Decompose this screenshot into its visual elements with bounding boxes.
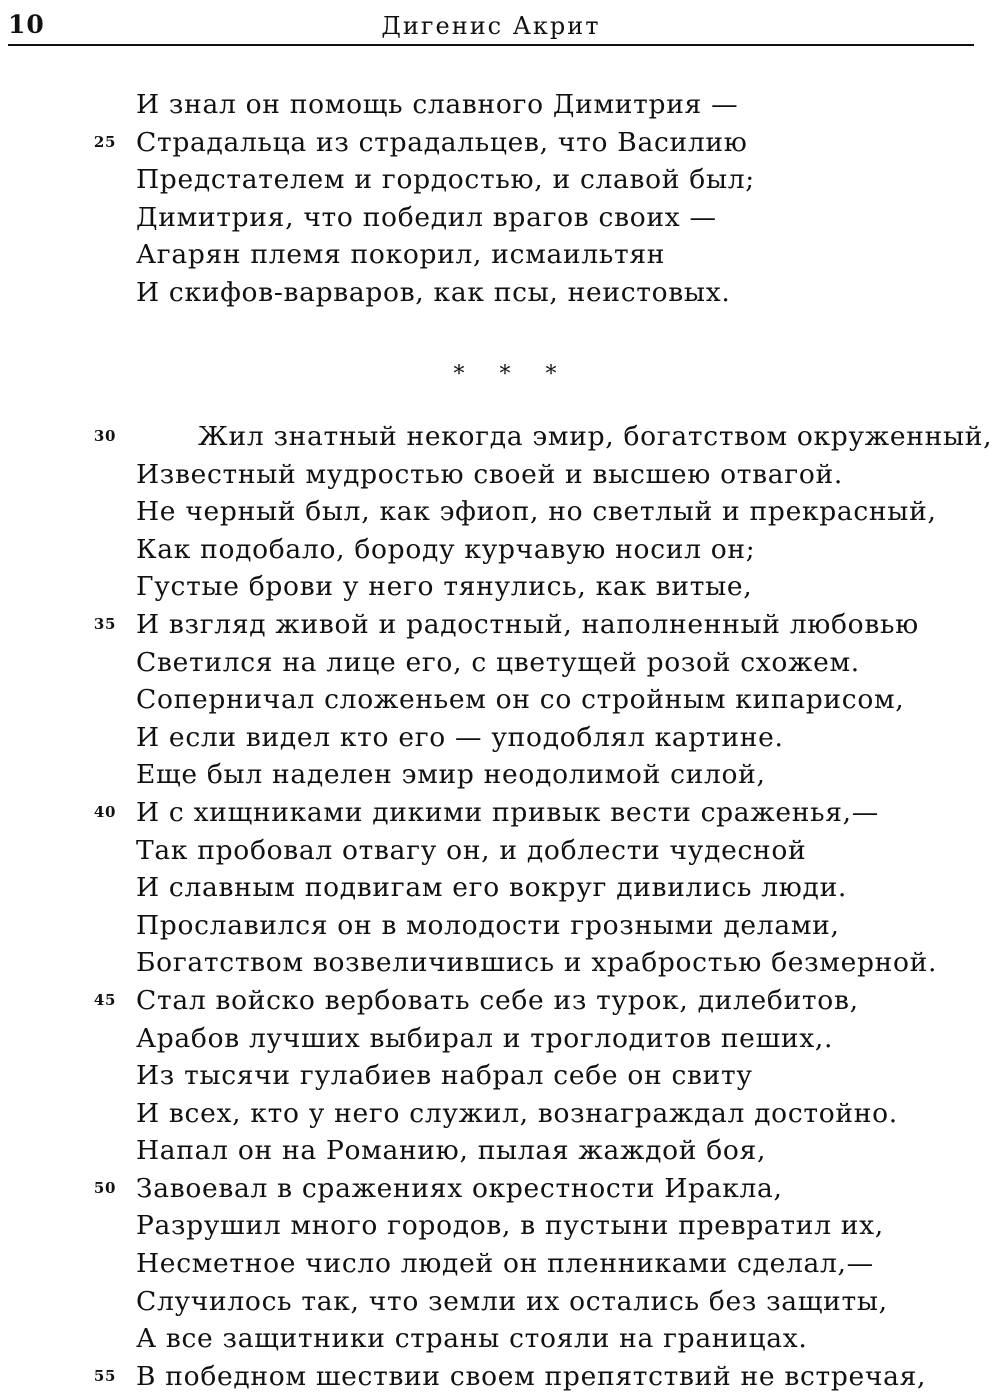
verse-line (0, 606, 996, 644)
verse-line (0, 944, 996, 982)
verse-line (0, 719, 996, 757)
line-number: 45 (93, 990, 117, 1009)
verse-line (0, 907, 996, 945)
verse-line (0, 418, 996, 456)
verse-line (0, 1358, 996, 1396)
verse-text: В победном шествии своем препятствий не встречая, (136, 1360, 927, 1392)
verse-text: Несметное число людей он пленниками сделал,— (136, 1248, 874, 1280)
verse-text: Жил знатный некогда эмир, богатством окруженный, (198, 421, 993, 452)
verse-text: Страдальца из страдальцев, что Василию (136, 126, 748, 158)
verse-text: Напал он на Романию, пылая жаждой боя, (136, 1135, 767, 1167)
verse-text: И знал он помощь славного Димитрия — (136, 89, 739, 120)
verse-line (0, 161, 996, 199)
stanza-1 (0, 86, 996, 312)
verse-text: Случилось так, что земли их остались без защиты, (136, 1285, 888, 1317)
verse-text: Прославился он в молодости грозными делами, (136, 909, 840, 941)
verse-text: Соперничал сложеньем он со стройным кипарисом, (136, 684, 905, 716)
stanza-separator: * * * (453, 362, 571, 387)
verse-text: Густые брови у него тянулись, как витые, (136, 571, 753, 603)
verse-text: А все защитники страны стояли на границах. (136, 1323, 808, 1355)
verse-text: Завоевал в сражениях окрестности Иракла, (136, 1172, 783, 1204)
verse-line (0, 1170, 996, 1208)
line-number: 40 (93, 802, 117, 821)
running-title: Дигенис Акрит (381, 12, 601, 40)
verse-line (0, 456, 996, 494)
page-number: 10 (8, 10, 45, 39)
verse-text: Как подобало, бороду курчавую носил он; (136, 533, 756, 565)
verse-line (0, 236, 996, 274)
line-number: 25 (93, 132, 117, 151)
verse-text: Так пробовал отвагу он, и доблести чудесной (136, 834, 807, 866)
verse-line (0, 681, 996, 719)
verse-text: И взгляд живой и радостный, наполненный любовью (136, 608, 919, 640)
line-number: 35 (93, 614, 117, 633)
verse-text: И всех, кто у него служил, вознаграждал достойно. (136, 1097, 898, 1129)
line-number: 30 (93, 427, 117, 445)
verse-line (0, 1095, 996, 1133)
verse-text: Богатством возвеличившись и храбростью безмерной. (136, 947, 938, 979)
verse-text: Светился на лице его, с цветущей розой схожем. (136, 646, 860, 678)
verse-text: И с хищниками дикими привык вести сраженья,— (136, 796, 880, 828)
verse-line (0, 1132, 996, 1170)
verse-text: И если видел кто его — уподоблял картине. (136, 721, 784, 753)
verse-text: Агарян племя покорил, исмаильтян (136, 239, 666, 271)
verse-text: И скифов-варваров, как псы, неистовых. (136, 276, 731, 308)
verse-line (0, 568, 996, 606)
verse-text: Стал войско вербовать себе из турок, дилебитов, (136, 984, 859, 1016)
verse-text: Еще был наделен эмир неодолимой силой, (136, 759, 766, 791)
verse-line (0, 199, 996, 237)
verse-line (0, 493, 996, 531)
verse-line (0, 274, 996, 312)
verse-text: Арабов лучших выбирал и троглодитов пеших,. (136, 1022, 834, 1054)
verse-line (0, 531, 996, 569)
verse-text: Не черный был, как эфиоп, но светлый и прекрасный, (136, 496, 937, 528)
verse-line (0, 982, 996, 1020)
verse-text: Известный мудростью своей и высшею отвагой. (136, 458, 843, 490)
verse-line (0, 1245, 996, 1283)
verse-text: Из тысячи гулабиев набрал себе он свиту (136, 1060, 753, 1092)
running-header (8, 8, 974, 46)
verse-line (0, 869, 996, 907)
verse-line (0, 756, 996, 794)
stanza-2 (0, 418, 996, 1395)
verse-line (0, 1320, 996, 1358)
verse-line (0, 644, 996, 682)
verse-line (0, 794, 996, 832)
line-number: 50 (93, 1178, 117, 1197)
verse-line (0, 1057, 996, 1095)
verse-line (0, 832, 996, 870)
verse-text: Предстателем и гордостью, и славой был; (136, 164, 755, 196)
verse-text: И славным подвигам его вокруг дивились люди. (136, 872, 848, 904)
verse-line (0, 1207, 996, 1245)
verse-text: Димитрия, что победил врагов своих — (136, 201, 717, 233)
verse-line (0, 124, 996, 162)
line-number: 55 (93, 1366, 117, 1385)
verse-line (0, 1020, 996, 1058)
verse-line (0, 1283, 996, 1321)
verse-line (0, 86, 996, 124)
verse-text: Разрушил много городов, в пустыни превратил их, (136, 1210, 884, 1242)
